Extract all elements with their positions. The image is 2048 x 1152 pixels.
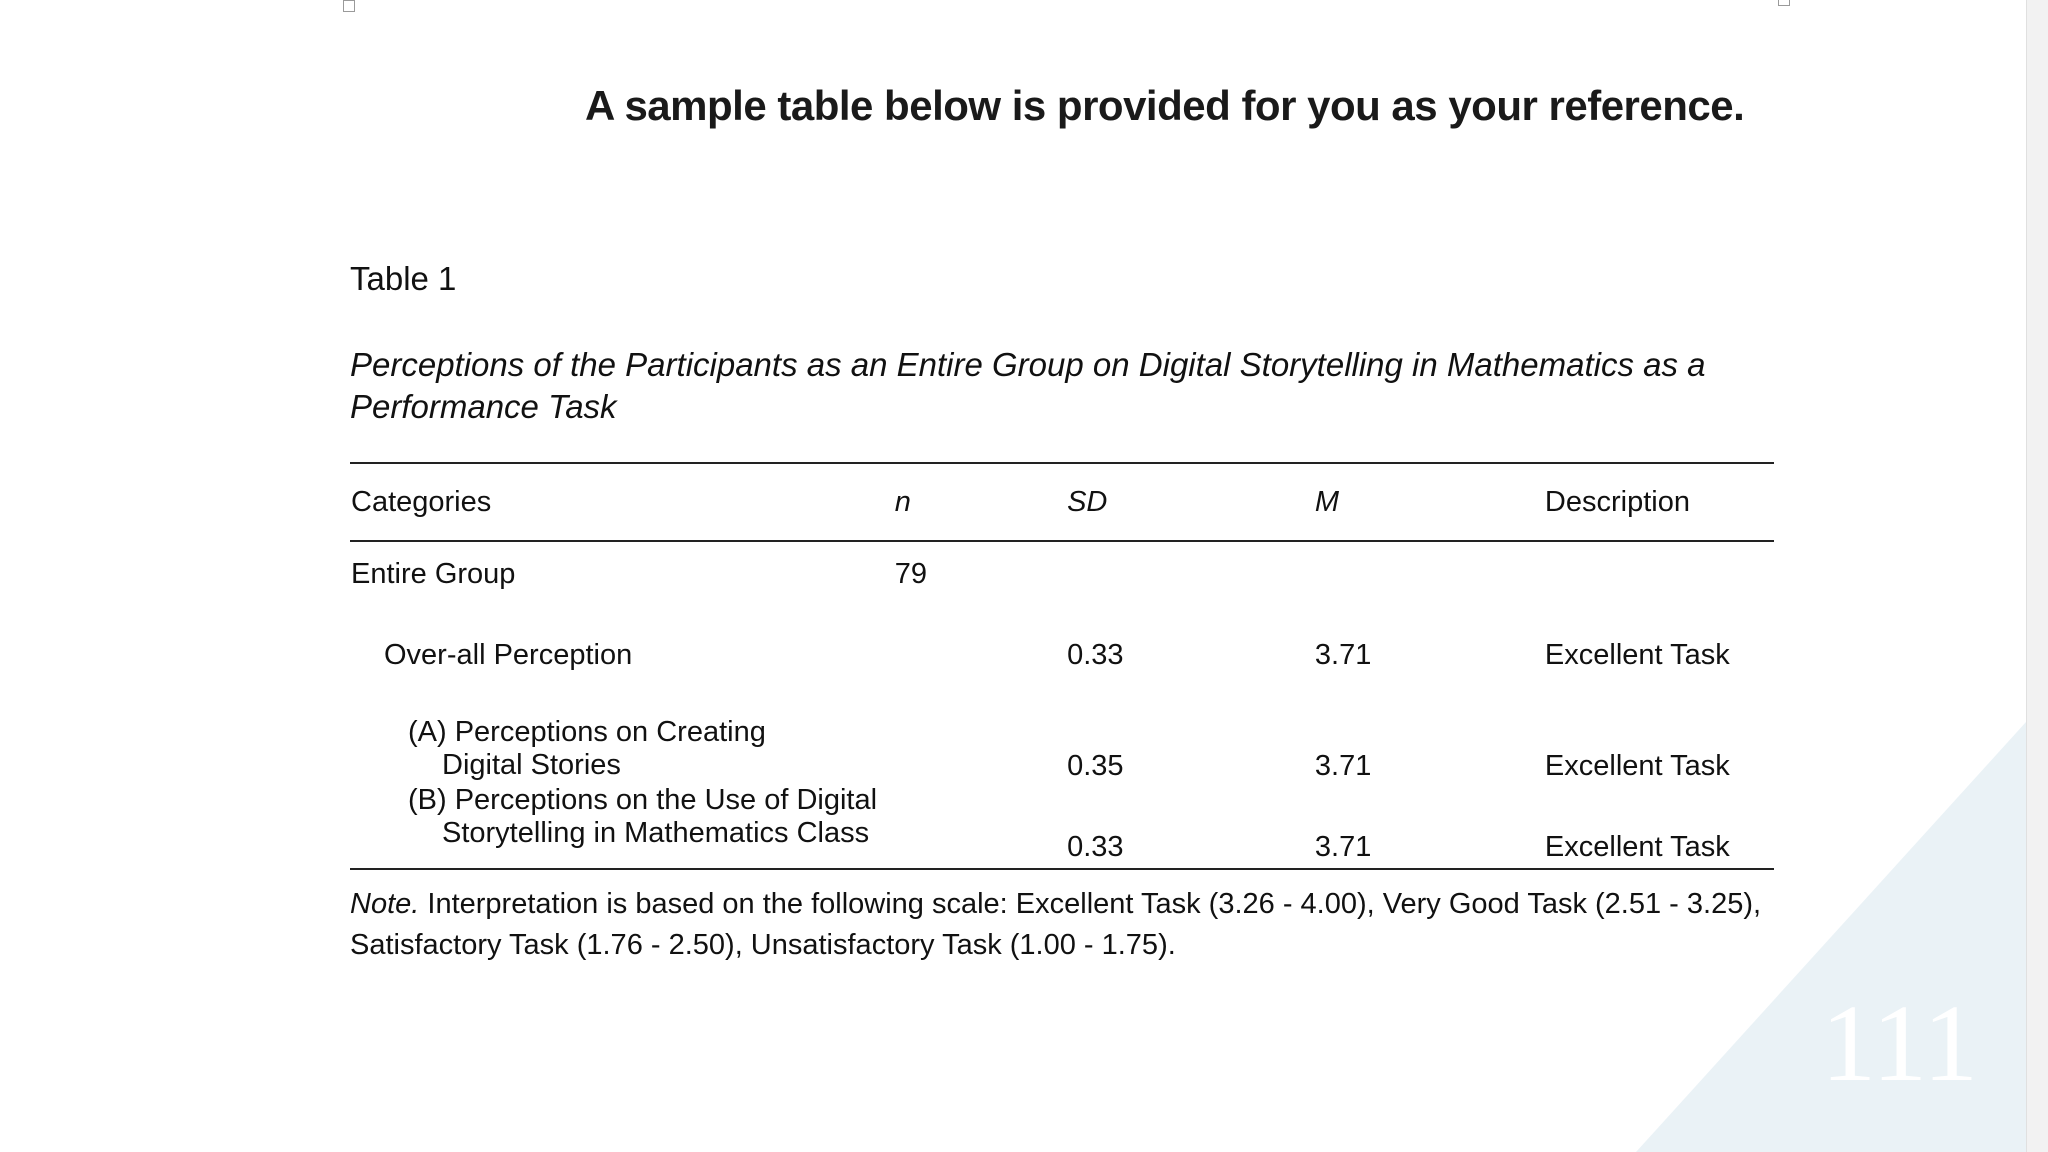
cell-category-line2: Storytelling in Mathematics Class [442, 817, 870, 849]
table-row [350, 783, 1774, 869]
cell-n [894, 696, 1066, 783]
cell-m: 3.71 [1314, 750, 1372, 782]
table-note [350, 884, 1780, 966]
cell-category: Over-all Perception [384, 639, 633, 671]
header-n: n [894, 485, 911, 518]
cell-sd: 0.33 [1067, 831, 1124, 863]
header-description: Description [1544, 485, 1690, 518]
slide-number: 111 [1821, 982, 1978, 1104]
table-row [350, 619, 1774, 696]
table-label: Table 1 [350, 260, 457, 297]
resize-handle-top-left[interactable] [343, 0, 355, 12]
cell-description [1544, 541, 1774, 619]
vertical-scrollbar[interactable] [2026, 0, 2048, 1152]
cell-description: Excellent Task [1544, 831, 1730, 863]
cell-sd [1066, 541, 1314, 619]
data-table-container [350, 462, 1774, 870]
table-row [350, 541, 1774, 619]
table-header-row [350, 463, 1774, 541]
table-row [350, 696, 1774, 783]
page-heading: A sample table below is provided for you as your reference. [585, 82, 1745, 129]
cell-sd: 0.35 [1067, 750, 1124, 782]
cell-category: Entire Group [351, 558, 516, 590]
cell-n [894, 783, 1066, 869]
cell-category [350, 696, 894, 783]
cell-m [1314, 541, 1544, 619]
cell-category [350, 783, 894, 869]
cell-category-line1: (B) Perceptions on the Use of Digital [408, 784, 878, 816]
cell-n [894, 619, 1066, 696]
table-caption: Perceptions of the Participants as an Entire Group on Digital Storytelling in Mathematics as a Performance Task [350, 346, 1706, 425]
header-sd: SD [1067, 485, 1108, 518]
cell-description: Excellent Task [1544, 750, 1730, 782]
cell-n: 79 [894, 558, 927, 590]
cell-sd: 0.33 [1067, 639, 1124, 671]
note-text: Interpretation is based on the following scale: Excellent Task (3.26 - 4.00), Very Good Task (2.51 - 3.25), Satisfactory Task (1.76 - 2.50), Unsatisfactory Task (1.00 - 1.75). [350, 888, 1762, 961]
cell-description: Excellent Task [1544, 639, 1730, 671]
cell-m: 3.71 [1314, 639, 1372, 671]
cell-m: 3.71 [1314, 831, 1372, 863]
cell-category-line2: Digital Stories [442, 749, 621, 781]
header-categories: Categories [351, 485, 492, 518]
cell-category-line1: (A) Perceptions on Creating [408, 716, 766, 748]
resize-handle-top-right[interactable] [1778, 0, 1790, 6]
header-m: M [1314, 485, 1340, 518]
data-table [350, 462, 1774, 870]
note-label: Note. [350, 888, 420, 920]
